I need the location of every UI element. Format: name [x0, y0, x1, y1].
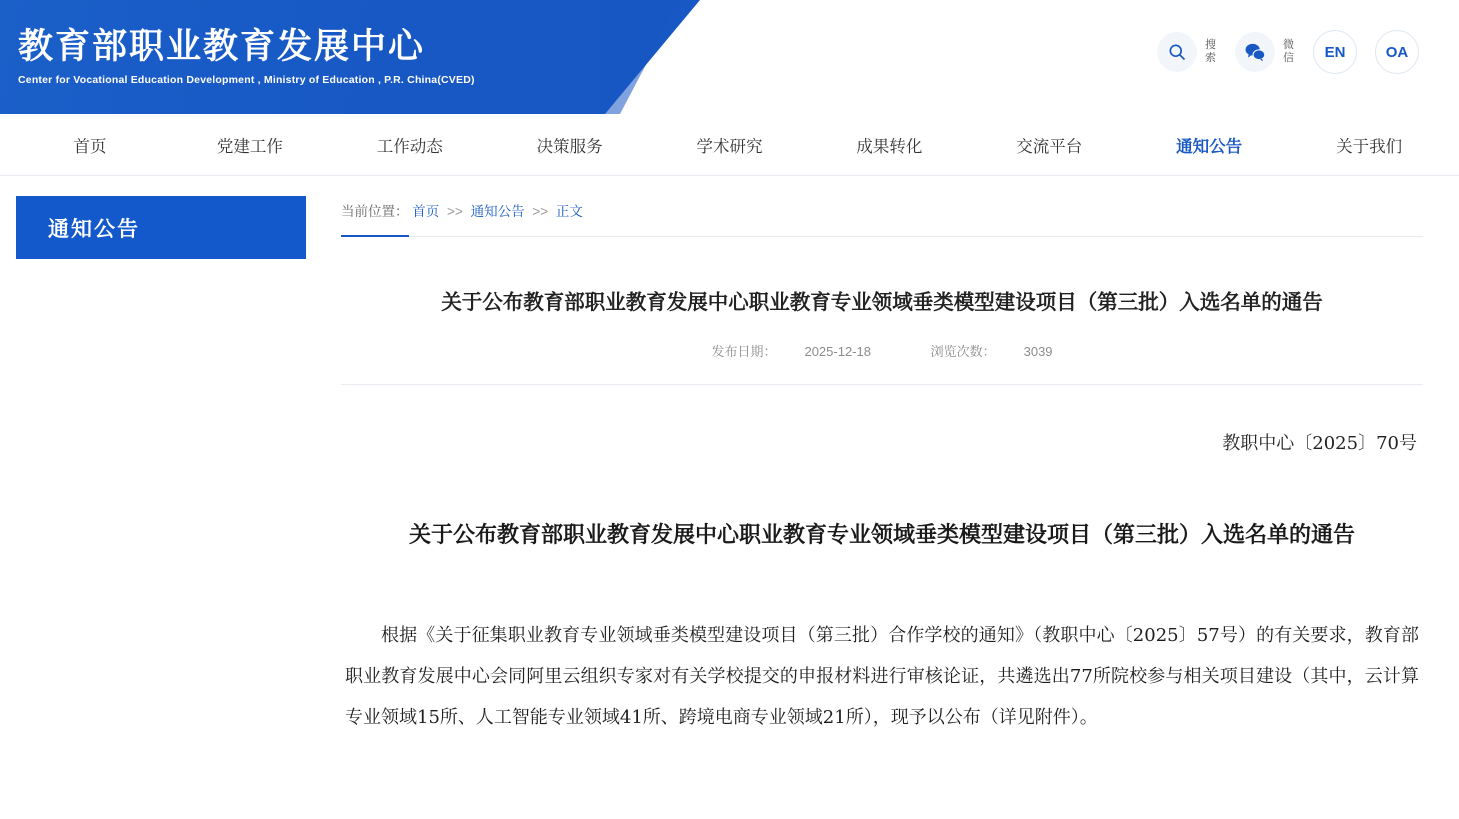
breadcrumb	[341, 176, 1423, 237]
nav-item-exchange-platform[interactable]: 交流平台	[1016, 137, 1083, 156]
breadcrumb-separator-2: >>	[532, 204, 549, 219]
article-title: 关于公布教育部职业教育发展中心职业教育专业领域垂类模型建设项目（第三批）入选名单的通告	[408, 522, 1355, 548]
publish-date-label: 发布日期：	[711, 343, 777, 359]
header-tools	[1157, 30, 1419, 74]
page-title: 关于公布教育部职业教育发展中心职业教育专业领域垂类模型建设项目（第三批）入选名单的通告	[441, 290, 1323, 314]
content-wrapper	[0, 176, 1459, 738]
document-number: 教职中心〔2025〕70号	[1222, 432, 1417, 454]
article-paragraph-1: 根据《关于征集职业教育专业领域垂类模型建设项目（第三批）合作学校的通知》（教职中心〔2025〕57号）的有关要求，教育部职业教育发展中心会同阿里云组织专家对有关学校提交的申报材料进行审核论证，共遴选出77所院校参与相关项目建设（其中，云计算专业领域15所、人工智能专业领域41所、跨境电商专业领域21所），现予以公布（详见附件）。	[345, 624, 1419, 728]
wechat-tool[interactable]	[1235, 32, 1295, 72]
language-en-button[interactable]: EN	[1313, 30, 1357, 74]
site-header	[0, 0, 1459, 114]
breadcrumb-separator-1: >>	[447, 204, 463, 219]
wechat-label-line2: 信	[1283, 52, 1294, 64]
breadcrumb-prefix: 当前位置：	[341, 204, 409, 219]
wechat-icon[interactable]	[1235, 32, 1275, 72]
document-meta	[341, 341, 1423, 385]
nav-item-announcements[interactable]: 通知公告	[1176, 137, 1243, 156]
sidebar-item-announcements[interactable]: 通知公告	[16, 196, 306, 259]
search-label-line2: 索	[1205, 52, 1216, 64]
view-count-label: 浏览次数：	[930, 343, 996, 359]
breadcrumb-link-home[interactable]: 首页	[412, 204, 440, 219]
article-body	[341, 615, 1423, 738]
nav-item-home[interactable]: 首页	[73, 137, 107, 156]
header-blue-accent	[600, 0, 720, 114]
breadcrumb-link-article[interactable]: 正文	[555, 204, 583, 219]
main-content	[325, 176, 1459, 738]
oa-button[interactable]: OA	[1375, 30, 1419, 74]
nav-item-work-updates[interactable]: 工作动态	[376, 137, 443, 156]
nav-item-decision-service[interactable]: 决策服务	[536, 137, 603, 156]
search-icon[interactable]	[1157, 32, 1197, 72]
logo-title-en: Center for Vocational Education Development , Ministry of Education , P.R. China(CVED)	[18, 74, 475, 86]
nav-item-academic-research[interactable]: 学术研究	[696, 137, 763, 156]
nav-item-party-building[interactable]: 党建工作	[216, 137, 283, 156]
nav-item-achievement-transformation[interactable]: 成果转化	[856, 137, 923, 156]
publish-date-value: 2025-12-18	[804, 343, 871, 359]
nav-item-about-us[interactable]: 关于我们	[1336, 137, 1403, 156]
search-tool[interactable]	[1157, 32, 1217, 72]
sidebar	[0, 176, 325, 738]
main-navigation	[0, 114, 1459, 176]
site-logo[interactable]	[18, 26, 475, 86]
wechat-label-line1: 微	[1283, 39, 1294, 51]
breadcrumb-link-announcements[interactable]: 通知公告	[470, 204, 525, 219]
logo-title-cn: 教育部职业教育发展中心	[18, 27, 426, 67]
view-count	[917, 344, 1067, 359]
view-count-value: 3039	[1023, 343, 1053, 359]
search-label-line1: 搜	[1205, 39, 1216, 51]
publish-date	[697, 344, 888, 359]
